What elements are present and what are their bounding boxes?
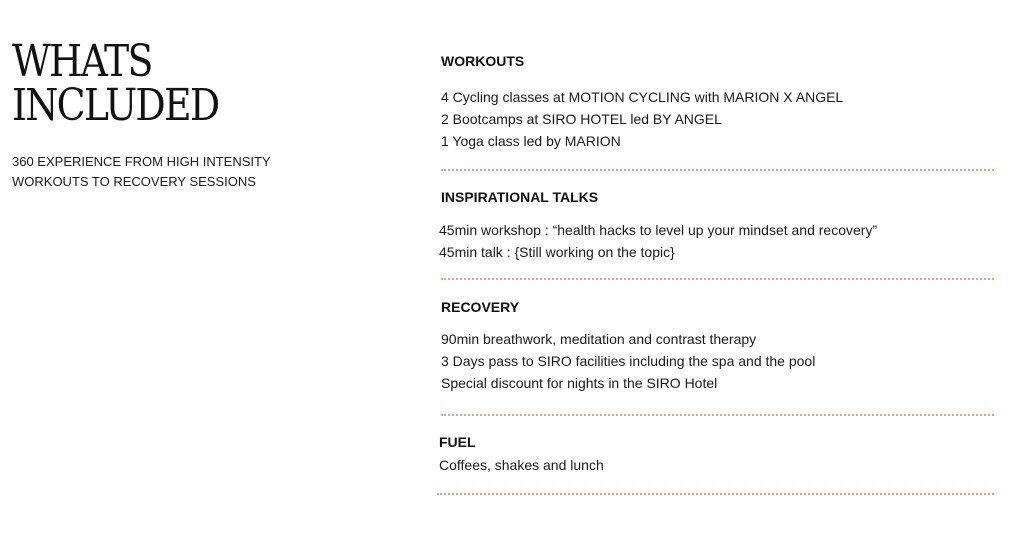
list-item: 45min workshop : “health hacks to level up your mindset and recovery” — [439, 222, 878, 238]
section-divider — [441, 169, 994, 171]
section-recovery — [441, 298, 1001, 394]
list-item: Special discount for nights in the SIRO Hotel — [441, 375, 718, 391]
list-item: Coffees, shakes and lunch — [439, 457, 604, 473]
fuel-list — [439, 454, 999, 476]
page-subtitle: 360 EXPERIENCE FROM HIGH INTENSITY WORKOUTS TO RECOVERY SESSIONS — [12, 154, 271, 189]
section-divider — [437, 493, 994, 495]
section-title-workouts: WORKOUTS — [441, 53, 525, 69]
section-title-fuel: FUEL — [439, 434, 476, 450]
list-item: 4 Cycling classes at MOTION CYCLING with MARION X ANGEL — [441, 89, 844, 105]
section-title-inspirational-talks: INSPIRATIONAL TALKS — [441, 189, 599, 205]
section-title-recovery: RECOVERY — [441, 299, 520, 315]
page-title-line-1: WHATS — [12, 36, 152, 87]
section-divider — [441, 414, 994, 416]
recovery-list — [441, 328, 1001, 394]
talks-list — [439, 219, 999, 263]
list-item: 3 Days pass to SIRO facilities including the spa and the pool — [441, 353, 816, 369]
page-title — [12, 36, 219, 131]
list-item: 2 Bootcamps at SIRO HOTEL led BY ANGEL — [441, 111, 722, 127]
section-workouts — [441, 52, 1001, 152]
section-divider — [441, 278, 994, 280]
list-item: 90min breathwork, meditation and contrast therapy — [441, 331, 757, 347]
page-title-line-2: INCLUDED — [12, 80, 219, 131]
section-inspirational-talks — [439, 188, 999, 263]
workouts-list — [441, 86, 1001, 152]
list-item: 45min talk : {Still working on the topic} — [439, 244, 675, 260]
section-fuel — [439, 433, 999, 476]
list-item: 1 Yoga class led by MARION — [441, 133, 621, 149]
